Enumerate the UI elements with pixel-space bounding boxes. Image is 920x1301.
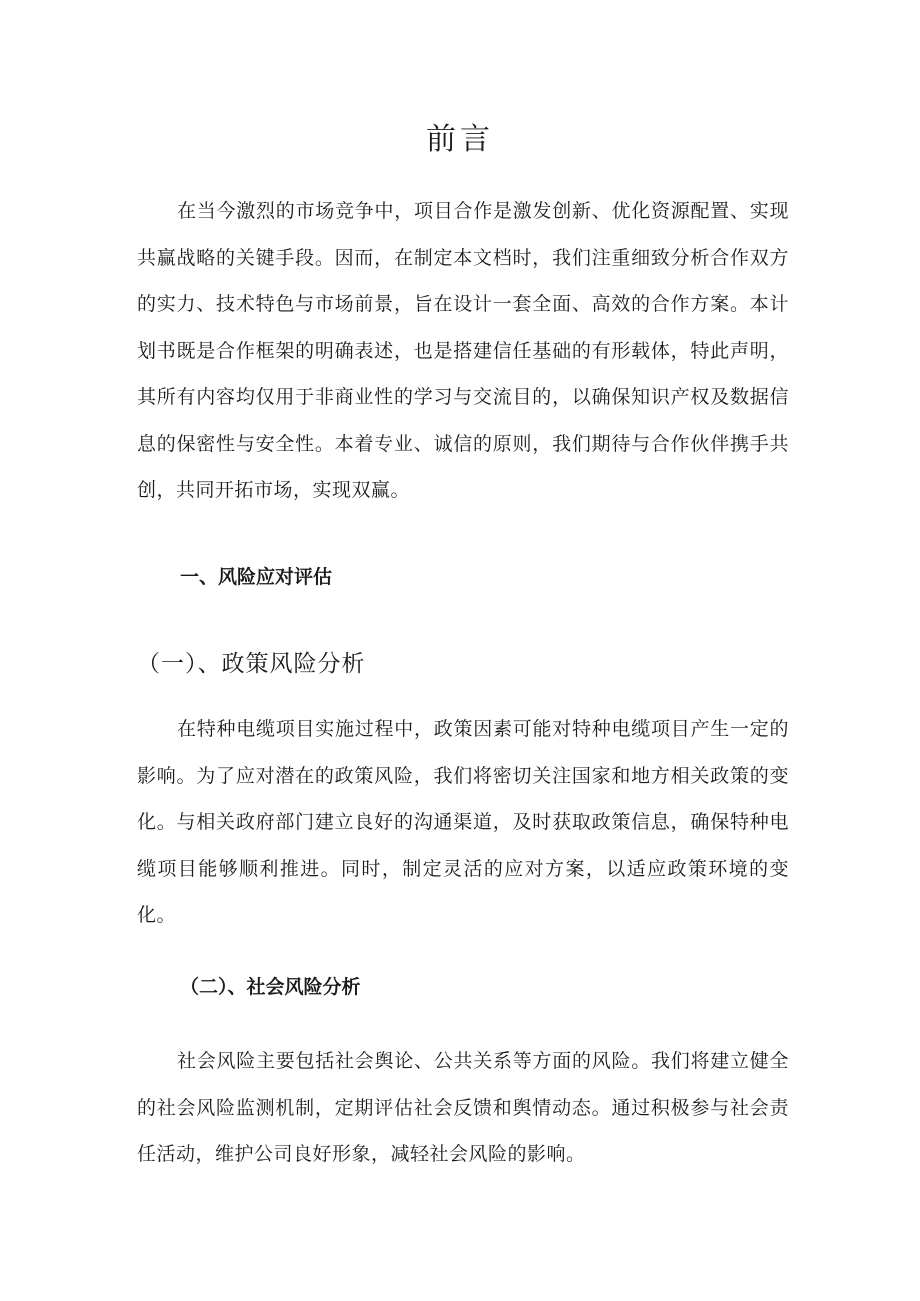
subsection-heading-policy-risk: （一）、政策风险分析 [137,651,366,677]
section-heading-risk-response: 一、风险应对评估 [180,566,333,588]
page-title: 前言 [426,122,494,157]
subsection-heading-social-risk: （二）、社会风险分析 [180,976,361,998]
intro-paragraph: 在当今激烈的市场竞争中，项目合作是激发创新、优化资源配置、实现共赢战略的关键手段。因而，在制定本文档时，我们注重细致分析合作双方的实力、技术特色与市场前景，旨在设计一套全面、高效的合作方案。本计划书既是合作框架的明确表述，也是搭建信任基础的有形载体，特此声明，其所有内容均仅用于非商业性的学习与交流目的，以确保知识产权及数据信息的保密性与安全性。本着专业、诚信的原则，我们期待与合作伙伴携手共创，共同开拓市场，实现双赢。 [137,200,789,501]
policy-risk-paragraph: 在特种电缆项目实施过程中，政策因素可能对特种电缆项目产生一定的影响。为了应对潜在的政策风险，我们将密切关注国家和地方相关政策的变化。与相关政府部门建立良好的沟通渠道，及时获取政策信息，确保特种电缆项目能够顺利推进。同时，制定灵活的应对方案，以适应政策环境的变化。 [137,718,789,926]
social-risk-paragraph: 社会风险主要包括社会舆论、公共关系等方面的风险。我们将建立健全的社会风险监测机制，定期评估社会反馈和舆情动态。通过积极参与社会责任活动，维护公司良好形象，减轻社会风险的影响。 [137,1050,789,1165]
